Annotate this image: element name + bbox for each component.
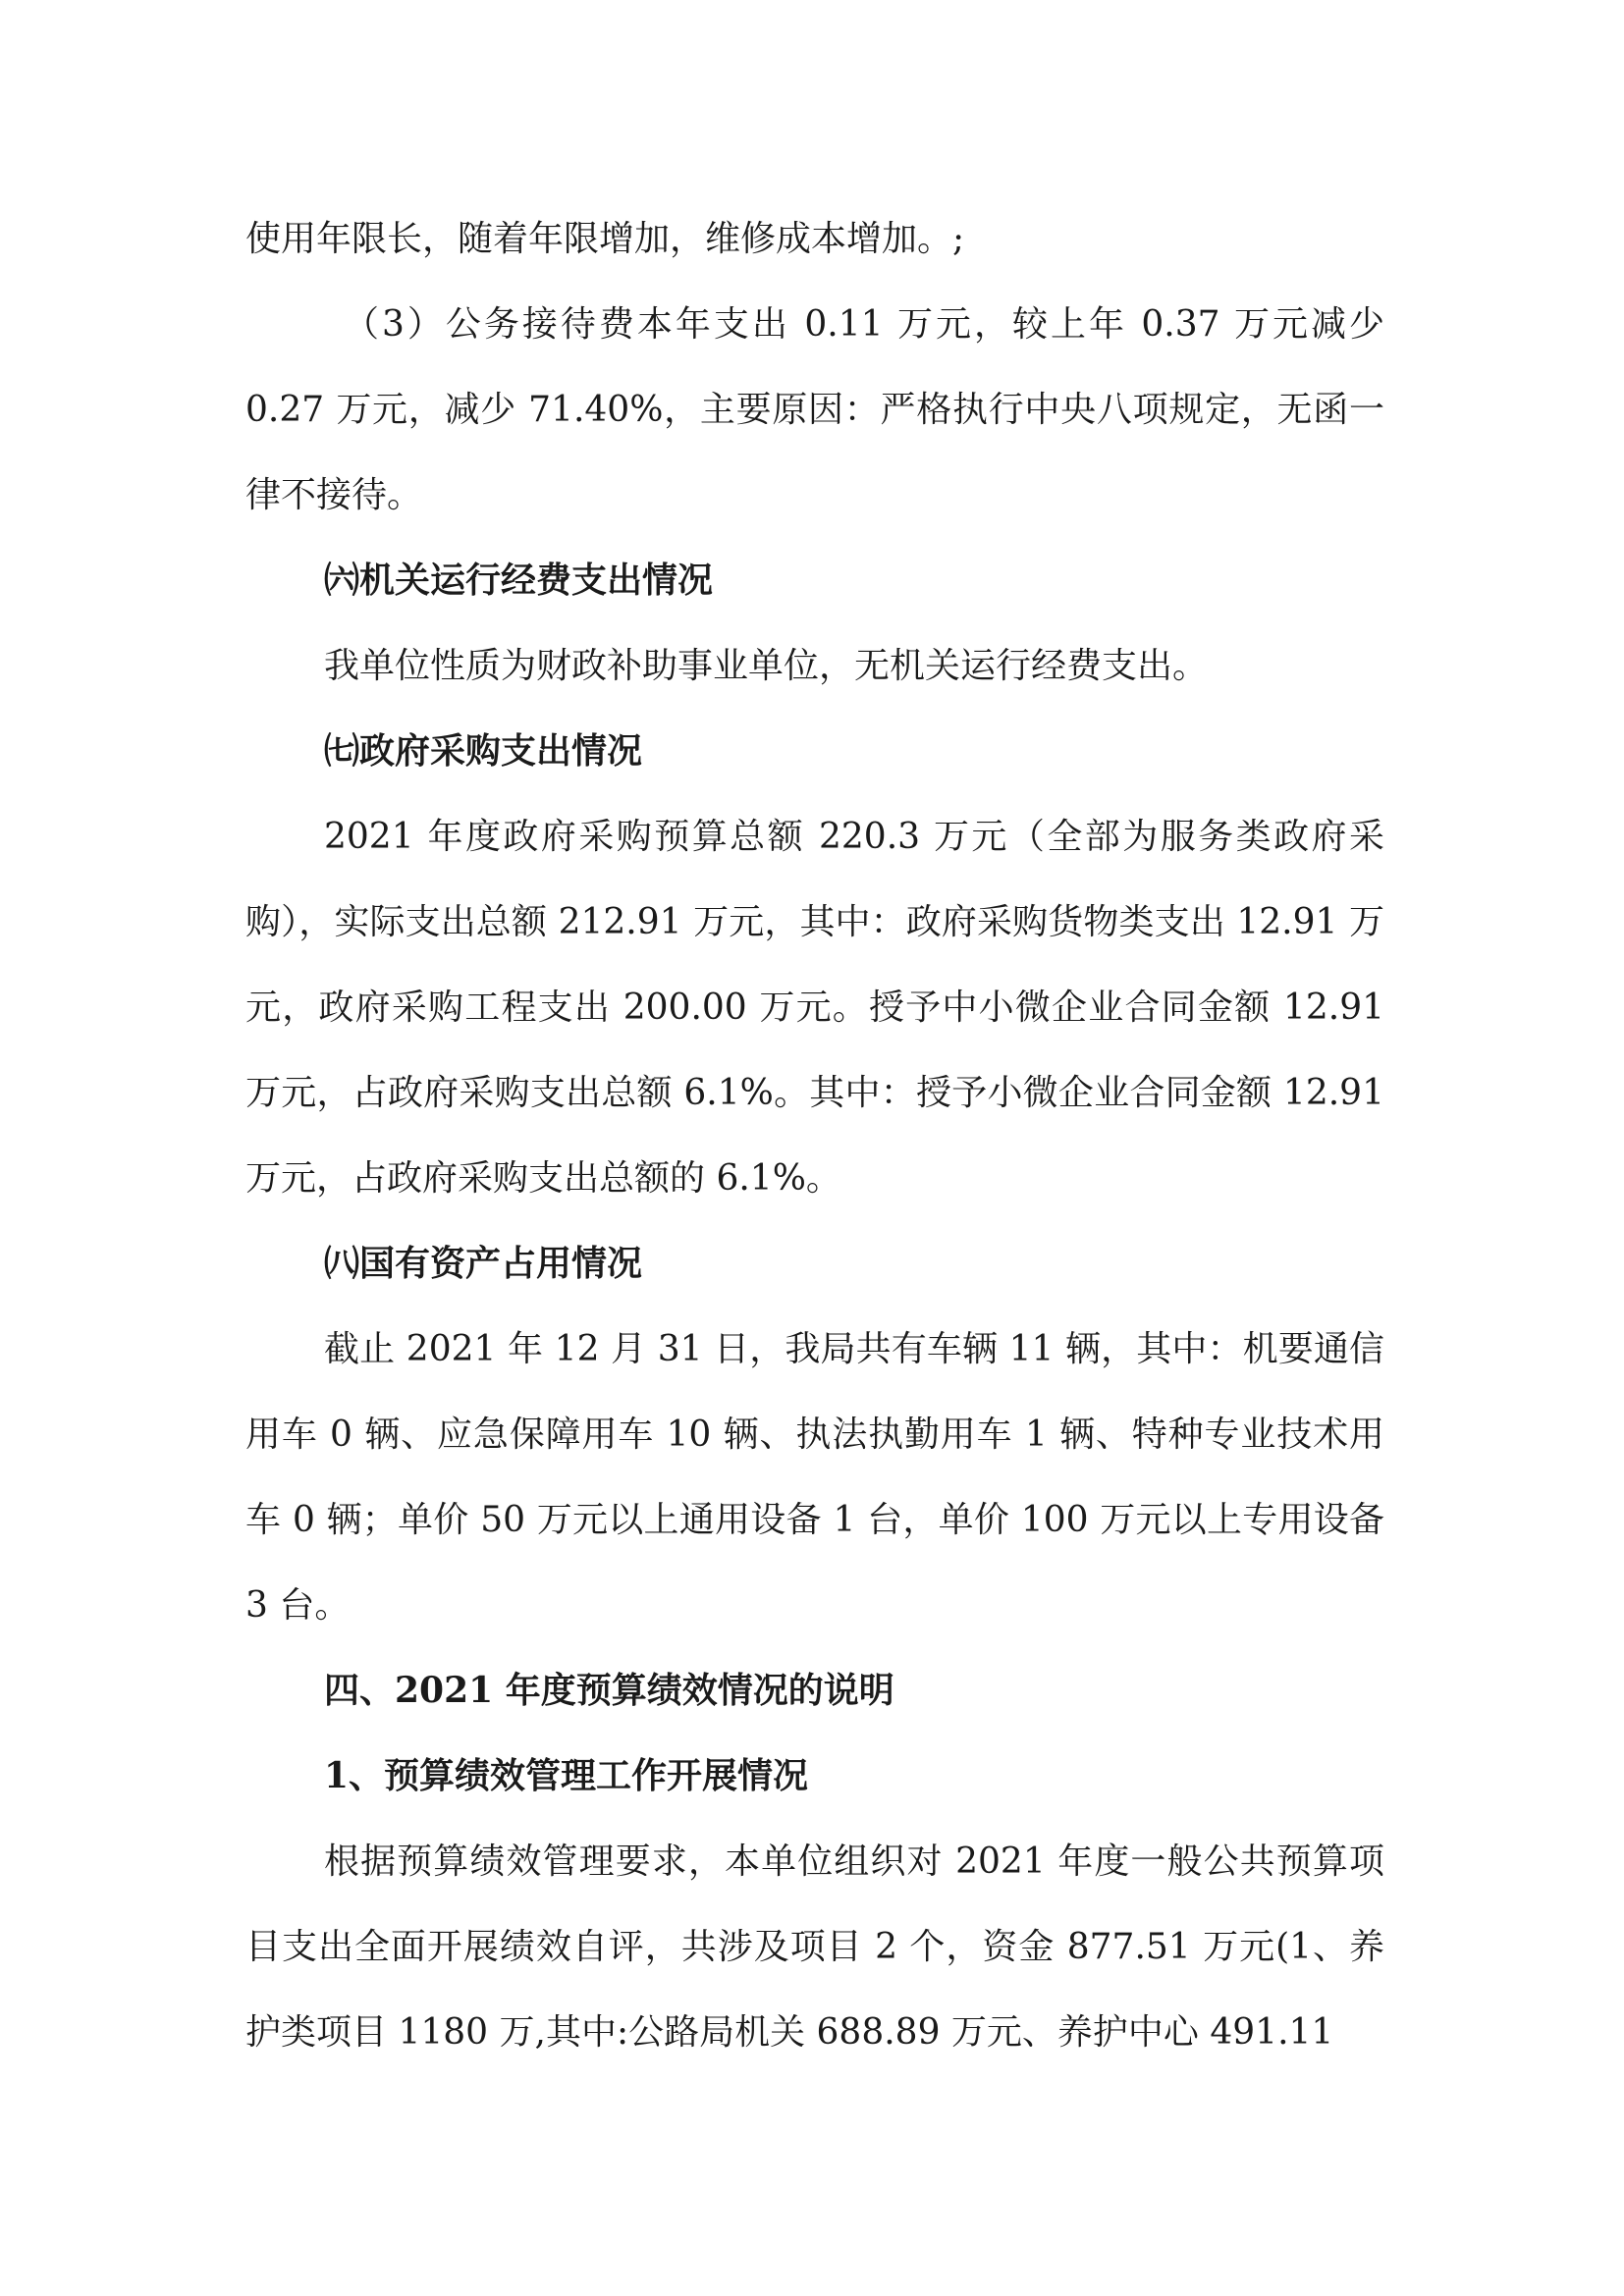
- body-paragraph: 使用年限长，随着年限增加，维修成本增加。;: [245, 219, 965, 259]
- section-heading: 1、预算绩效管理工作开展情况: [324, 1755, 809, 1796]
- section-heading: ㈥机关运行经费支出情况: [324, 560, 714, 601]
- body-paragraph: 根据预算绩效管理要求，本单位组织对 2021 年度一般公共预算项目支出全面开展绩效自评，共涉及项目 2 个，资金 877.51 万元(1、养护类项目 1180 万,其中:公路局机关 688.89 万元、养护中心 491.11: [245, 1842, 1384, 2053]
- section-heading: ㈧国有资产占用情况: [324, 1243, 643, 1284]
- document-page: [245, 196, 1384, 2075]
- section-heading: 四、2021 年度预算绩效情况的说明: [324, 1670, 894, 1711]
- body-paragraph: 截止 2021 年 12 月 31 日，我局共有车辆 11 辆，其中：机要通信用车 0 辆、应急保障用车 10 辆、执法执勤用车 1 辆、特种专业技术用车 0 辆；单价 50 万元以上通用设备 1 台，单价 100 万元以上专用设备 3 台。: [245, 1329, 1384, 1626]
- body-paragraph: 2021 年度政府采购预算总额 220.3 万元（全部为服务类政府采购），实际支出总额 212.91 万元，其中：政府采购货物类支出 12.91 万元，政府采购工程支出 200.00 万元。授予中小微企业合同金额 12.91 万元，占政府采购支出总额 6.1%。其中：授予小微企业合同金额 12.91 万元，占政府采购支出总额的 6.1%。: [245, 817, 1384, 1199]
- body-paragraph: （3）公务接待费本年支出 0.11 万元，较上年 0.37 万元减少 0.27 万元，减少 71.40%，主要原因：严格执行中央八项规定，无函一律不接待。: [245, 304, 1384, 515]
- body-paragraph: 我单位性质为财政补助事业单位，无机关运行经费支出。: [324, 646, 1209, 686]
- section-heading: ㈦政府采购支出情况: [324, 730, 643, 772]
